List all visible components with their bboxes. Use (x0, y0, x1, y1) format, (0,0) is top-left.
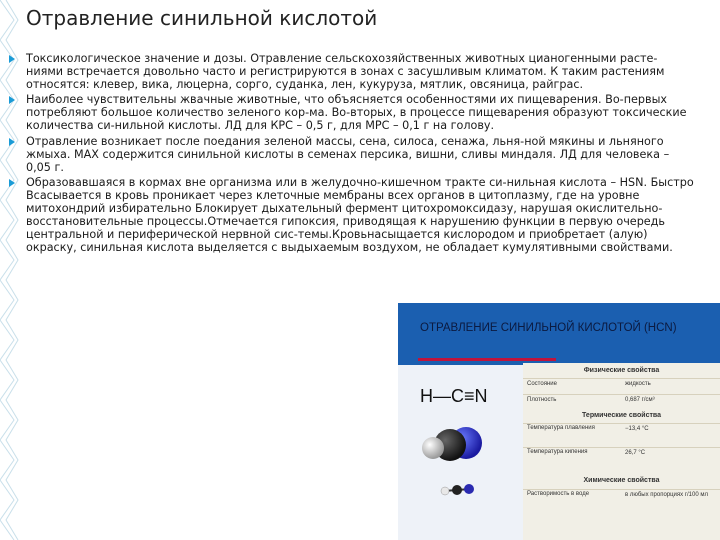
table-row (523, 423, 720, 448)
paragraph-mechanism (26, 176, 694, 255)
page-title: Отравление синильной кислотой (26, 6, 378, 30)
body-text (26, 52, 694, 256)
paragraph-text: Токсикологическое значение и дозы. Отравление сельскохозяйственных животных цианогенными расте-ниями встречается довольно часто и регистрируются в зонах с засушливым климатом. К таким растениям относятся: клевер, вика, люцерна, сорго, суданка, лен, кукуруза, мятлик, овсяница, райграс. (26, 52, 665, 92)
decorative-side-pattern (0, 0, 20, 540)
property-value: 0,687 г/см³ (625, 397, 655, 403)
bullet-arrow-icon (9, 96, 15, 104)
hcn-info-panel (398, 303, 720, 540)
property-name: Температура кипения (527, 449, 588, 455)
properties-table (523, 363, 720, 540)
paragraph-text: Наиболее чувствительны жвачные животные, что объясняется особенностями их пищеварения. Во-первых потребляют большое количество зеленого кор-ма. Во-вторых, в процессе пищеварения образуют токсические количества си-нильной кислоты. ЛД для КРС – 0,5 г, для МРС – 0,1 г на голову. (26, 93, 687, 133)
title-underline (418, 358, 556, 361)
property-name: Температура плавления (527, 425, 595, 431)
paragraph-text: Отравление возникает после поедания зеленой массы, сена, силоса, сенажа, льня-ной мякины и льняного жмыха. MAX содержится синильной кислоты в семенах персика, вишни, сливы миндаля. ЛД для человека – 0,05 г. (26, 134, 670, 174)
bullet-arrow-icon (9, 55, 15, 63)
table-row (523, 394, 720, 411)
property-name: Растворимость в воде (527, 491, 590, 497)
property-value: жидкость (625, 381, 651, 387)
structural-formula: H—C≡N (420, 386, 488, 406)
table-row (523, 378, 720, 395)
property-value: в любых пропорциях г/100 мл (625, 492, 708, 498)
property-value: 26,7 °C (625, 450, 646, 456)
table-row (523, 489, 720, 514)
section-heading: Физические свойства (583, 367, 660, 374)
paragraph-ruminants (26, 93, 694, 132)
bullet-arrow-icon (9, 138, 15, 146)
section-heading: Химические свойства (583, 477, 660, 484)
property-value: −13,4 °C (625, 426, 649, 432)
hcn-ball-stick-model-icon (438, 483, 478, 497)
paragraph-toxicology (26, 52, 694, 91)
section-heading: Термические свойства (582, 412, 661, 419)
bullet-arrow-icon (9, 179, 15, 187)
inset-title: ОТРАВЛЕНИЕ СИНИЛЬНОЙ КИСЛОТОЙ (HCN) (420, 322, 677, 334)
hcn-space-filling-model-icon (416, 421, 488, 471)
paragraph-text: Образовавшаяся в кормах вне организма или в желудочно-кишечном тракте си-нильная кислота – HSN. Быстро Всасывается в кровь проникает через клеточные мембраны всех органов в цитоплазму, где на уровне митохондрий избирательно Блокирует дыхательный фермент цитохромоксидазу, нарушая окислительно- восстановительные процессы.Отмечается гипоксия, приводящая к нарушению функции в первую очередь центральной и периферической нервной сис-темы.Кровьнасыщается кислородом и приобретает (алую) окраску, синильная кислота выделяется с выдыхаемым воздухом, не обладает кумулятивными свойствами. (26, 175, 694, 255)
property-name: Плотность (527, 397, 557, 403)
paragraph-causes (26, 135, 694, 174)
property-name: Состояние (527, 381, 557, 387)
table-row (523, 447, 720, 474)
